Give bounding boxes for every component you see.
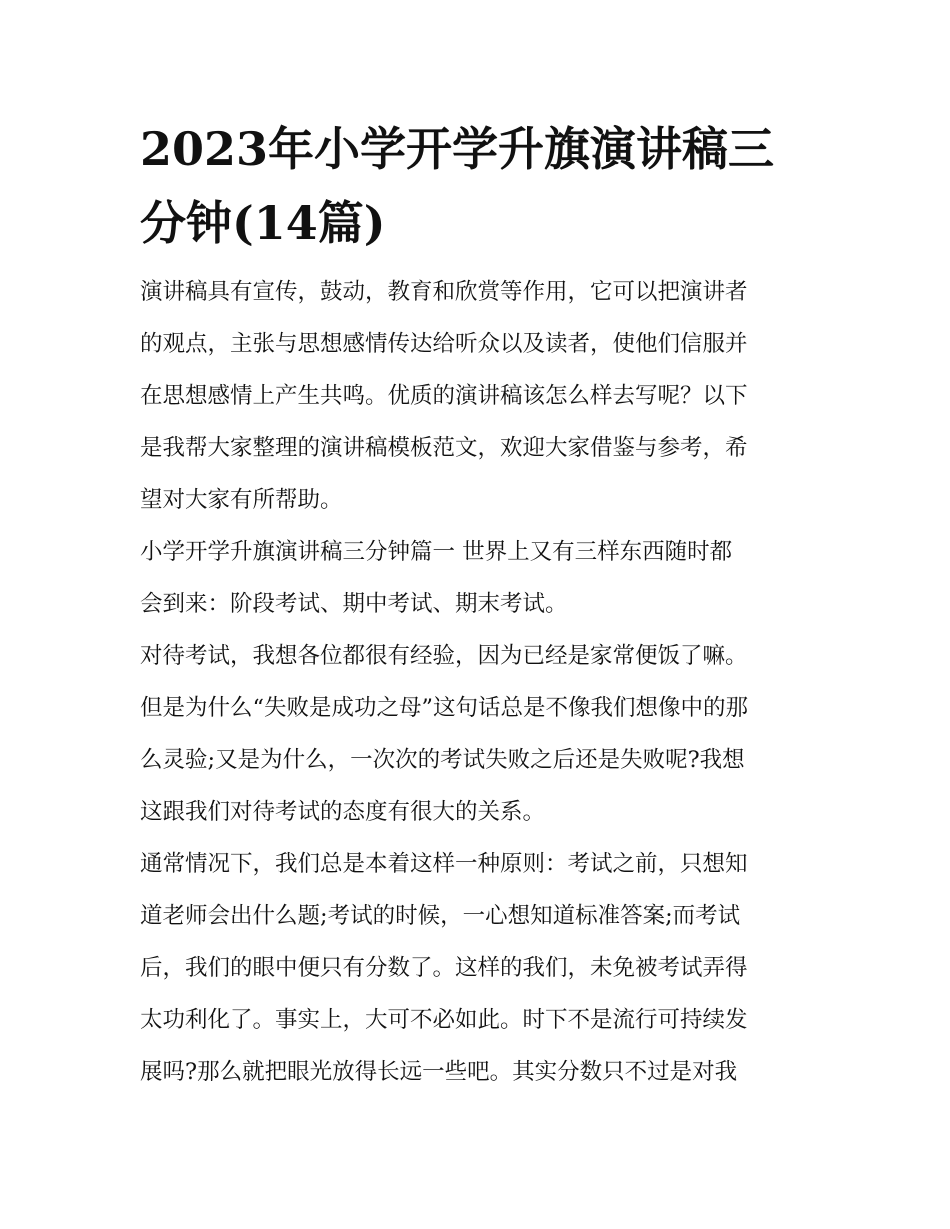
text-line: 望对大家有所帮助。 — [140, 487, 343, 513]
paragraph-section-1-start — [140, 526, 812, 630]
text-line: 展吗?那么就把眼光放得长远一些吧。其实分数只不过是对我 — [140, 1059, 738, 1085]
text-line: 通常情况下，我们总是本着这样一种原则：考试之前，只想知 — [140, 851, 748, 877]
paragraph-exam-principle — [140, 838, 812, 1098]
text-line: 太功利化了。事实上，大可不必如此。时下不是流行可持续发 — [140, 1007, 748, 1033]
text-line: 后，我们的眼中便只有分数了。这样的我们，未免被考试弄得 — [140, 955, 748, 981]
text-line: 是我帮大家整理的演讲稿模板范文，欢迎大家借鉴与参考，希 — [140, 435, 748, 461]
text-line: 演讲稿具有宣传，鼓动，教育和欣赏等作用，它可以把演讲者 — [140, 279, 748, 305]
text-line: 对待考试，我想各位都很有经验，因为已经是家常便饭了嘛。 — [140, 643, 748, 669]
document-page — [140, 112, 812, 1098]
text-line: 的观点，主张与思想感情传达给听众以及读者，使他们信服并 — [140, 331, 748, 357]
text-line: 小学开学升旗演讲稿三分钟篇一 世界上又有三样东西随时都 — [140, 539, 733, 565]
paragraph-intro — [140, 266, 812, 526]
text-line: 道老师会出什么题;考试的时候，一心想知道标准答案;而考试 — [140, 903, 741, 929]
text-line: 么灵验;又是为什么，一次次的考试失败之后还是失败呢?我想 — [140, 747, 745, 773]
text-line: 在思想感情上产生共鸣。优质的演讲稿该怎么样去写呢？以下 — [140, 383, 748, 409]
text-line: 但是为什么“失败是成功之母”这句话总是不像我们想像中的那 — [140, 695, 749, 721]
paragraph-exam-attitude — [140, 630, 812, 838]
text-line: 会到来：阶段考试、期中考试、期末考试。 — [140, 591, 568, 617]
text-line: 这跟我们对待考试的态度有很大的关系。 — [140, 799, 546, 825]
title-line-1: 2023年小学开学升旗演讲稿三 — [140, 122, 775, 176]
title-line-2: 分钟(14篇) — [140, 196, 386, 250]
document-title — [140, 112, 812, 260]
